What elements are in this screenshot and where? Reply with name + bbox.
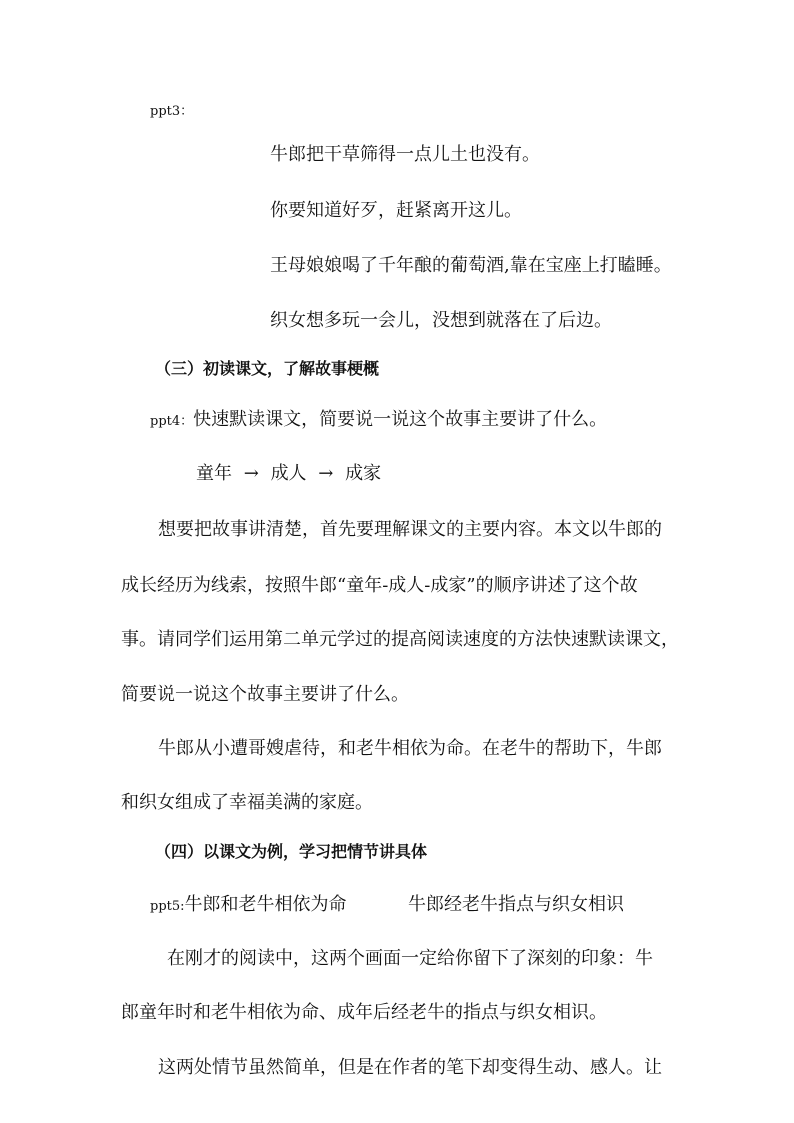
para-1-line-2: 成长经历为线索，按照牛郎“童年-成人-成家”的顺序讲述了这个故 [121,575,638,596]
ppt3-line-4: 织女想多玩一会儿，没想到就落在了后边。 [270,310,612,331]
ppt4-flow [196,462,381,486]
section-4-heading: （四）以课文为例，学习把情节讲具体 [155,842,428,861]
para-2-line-1: 牛郎从小遭哥嫂虐待，和老牛相依为命。在老牛的帮助下，牛郎 [158,738,662,759]
para-3-line-2: 郎童年时和老牛相依为命、成年后经老牛的指点与织女相识。 [121,1002,607,1023]
ppt3-line-1: 牛郎把干草筛得一点儿土也没有。 [270,144,540,165]
ppt4-label: ppt4： [150,414,194,429]
flow-arrow-icon: → [243,463,259,484]
ppt5-label: ppt5: [150,899,185,914]
flow-childhood: 童年 [196,463,232,484]
ppt3-line-2: 你要知道好歹，赶紧离开这儿。 [270,200,522,221]
ppt5-item-1: 牛郎和老牛相依为命 [184,894,347,915]
ppt5-item-2: 牛郎经老牛指点与织女相识 [408,894,624,915]
flow-family: 成家 [345,463,382,484]
para-1-line-4: 简要说一说这个故事主要讲了什么。 [121,684,409,705]
para-3-line-1: 在刚才的阅读中，这两个画面一定给你留下了深刻的印象：牛 [167,948,653,969]
flow-arrow-icon: → [318,463,334,484]
ppt3-line-3: 王母娘娘喝了千年酿的葡萄酒,靠在宝座上打瞌睡。 [270,255,672,276]
flow-adulthood: 成人 [270,463,307,484]
ppt4-line [150,408,607,434]
ppt5-line [150,893,347,919]
para-2-line-2: 和织女组成了幸福美满的家庭。 [121,792,373,813]
para-1-line-3: 事。请同学们运用第二单元学过的提高阅读速度的方法快速默读课文， [121,629,679,650]
para-1-line-1: 想要把故事讲清楚，首先要理解课文的主要内容。本文以牛郎的 [158,519,662,540]
section-3-heading: （三）初读课文，了解故事梗概 [155,359,380,378]
para-4-line-1: 这两处情节虽然简单，但是在作者的笔下却变得生动、感人。让 [158,1057,662,1078]
ppt3-label: ppt3： [150,104,194,119]
ppt4-text: 快速默读课文，简要说一说这个故事主要讲了什么。 [193,409,608,430]
